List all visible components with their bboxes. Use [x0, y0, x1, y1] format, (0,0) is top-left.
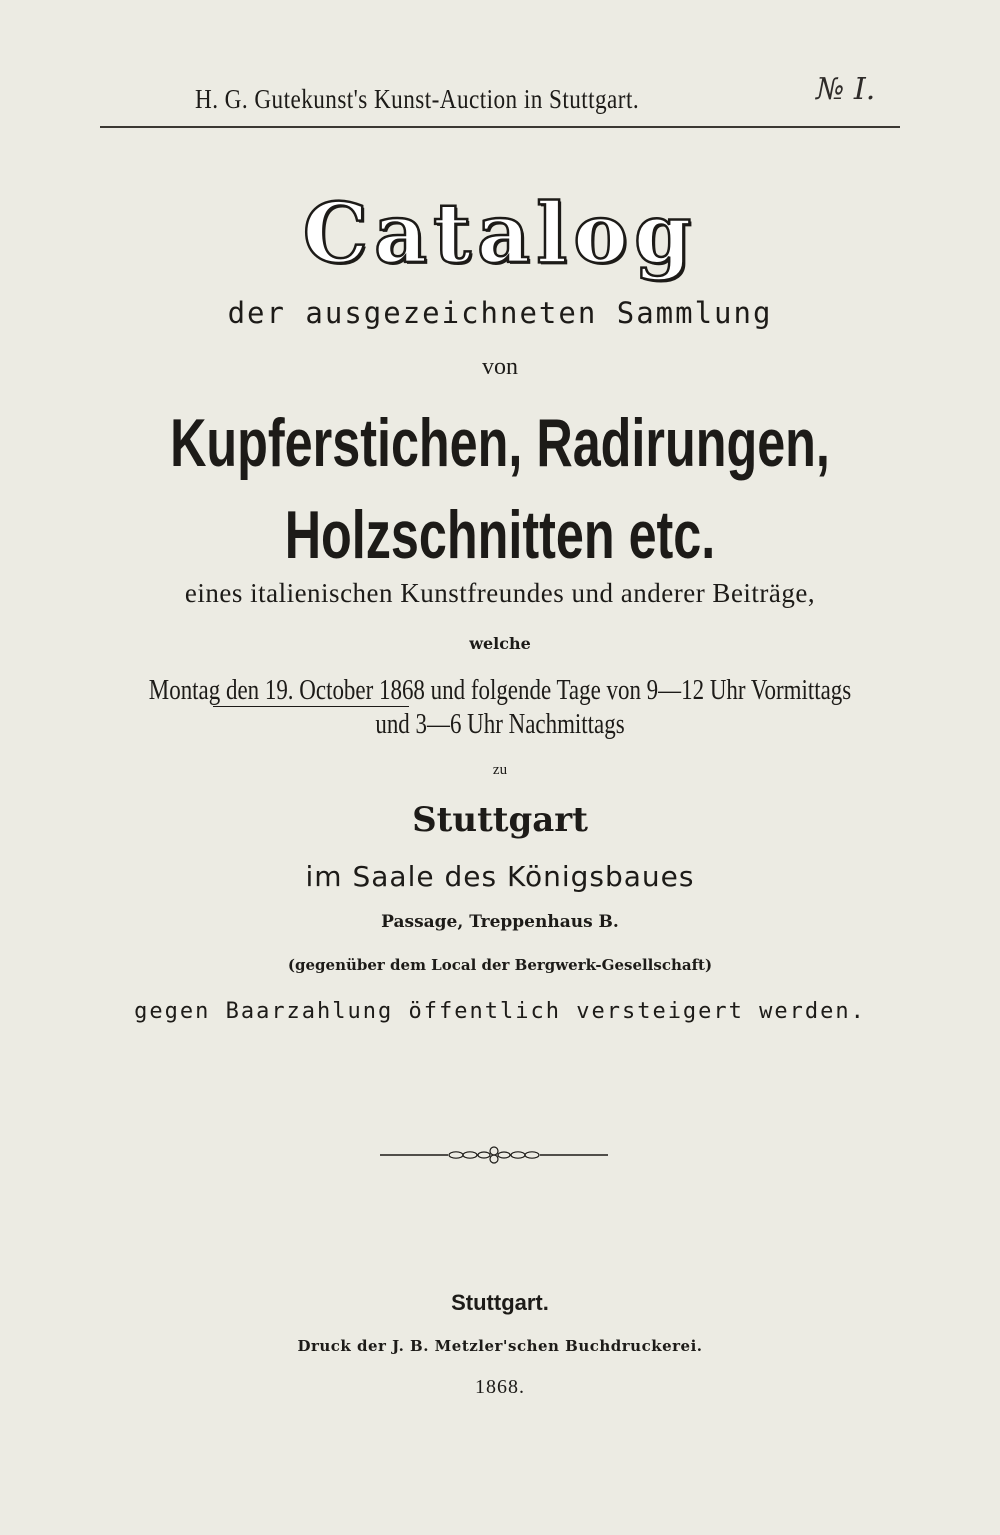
- collection-subtitle: der ausgezeichneten Sammlung: [227, 296, 773, 330]
- running-header: [100, 72, 900, 128]
- publisher-city: Stuttgart.: [451, 1290, 549, 1315]
- publisher-printer: Druck der J. B. Metzler'schen Buchdruckerei.: [297, 1337, 703, 1355]
- auction-date-line1: Montag den 19. October 1868 und folgende Tage von 9—12 Uhr Vormittags: [148, 675, 852, 706]
- welche-text: welche: [469, 634, 531, 653]
- publication-year: 1868.: [475, 1376, 525, 1398]
- venue-passage: Passage, Treppenhaus B.: [381, 912, 619, 932]
- ornament-divider: [380, 1146, 608, 1164]
- catalog-title: Catalog: [302, 186, 698, 282]
- auction-date-line2: und 3—6 Uhr Nachmittags: [375, 709, 625, 740]
- date-underline: [213, 706, 409, 707]
- collector-line: eines italienischen Kunstfreundes und anderer Beiträge,: [184, 578, 816, 608]
- main-heading-line1: Kupferstichen, Radirungen,: [170, 405, 830, 481]
- venue-opposite: (gegenüber dem Local der Bergwerk-Gesellschaft): [287, 956, 713, 974]
- main-heading-line2: Holzschnitten etc.: [284, 497, 716, 573]
- auction-city: Stuttgart: [412, 800, 588, 840]
- handwritten-number: № I.: [816, 72, 876, 107]
- zu-text: zu: [492, 762, 508, 778]
- auction-venue: im Saale des Königsbaues: [305, 860, 695, 893]
- auction-terms: gegen Baarzahlung öffentlich versteigert werden.: [134, 999, 866, 1024]
- von-text: von: [482, 354, 518, 380]
- header-text: H. G. Gutekunst's Kunst-Auction in Stuttgart.: [195, 84, 640, 114]
